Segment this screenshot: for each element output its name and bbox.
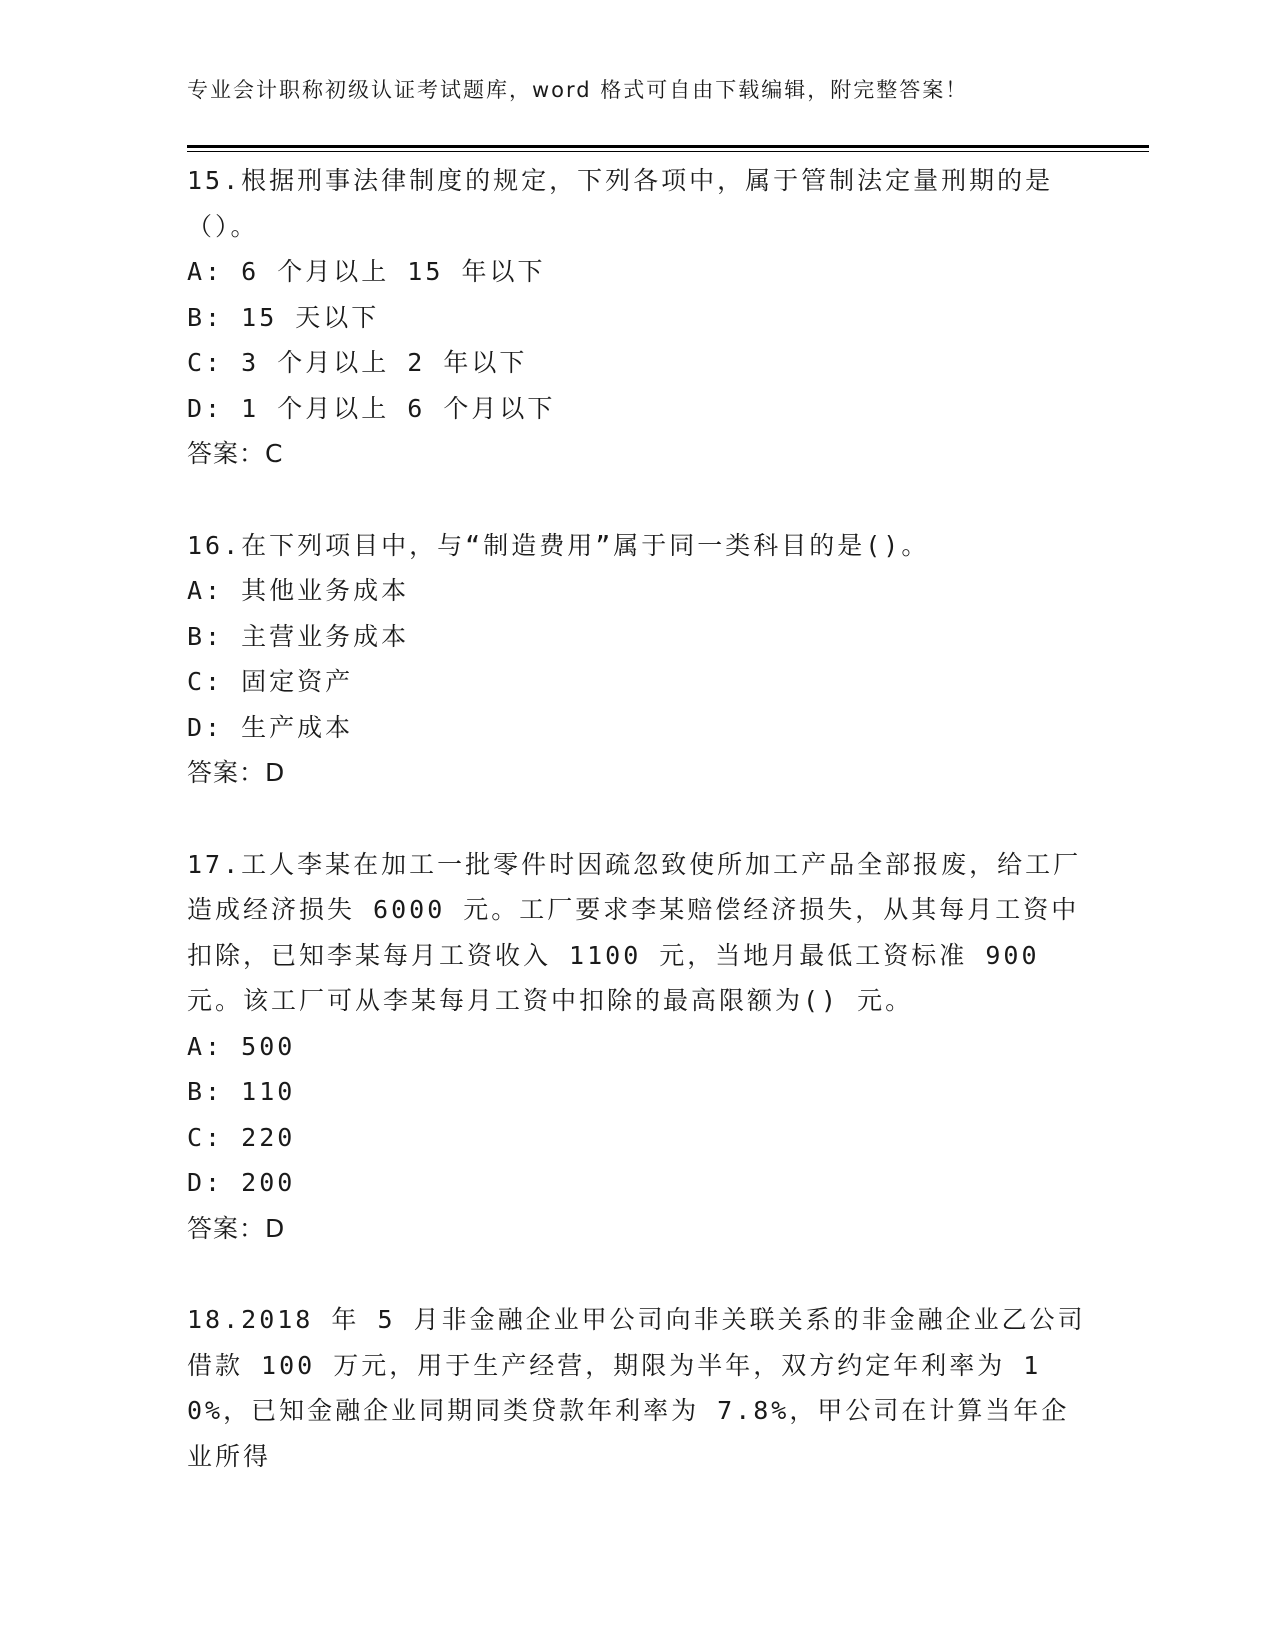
header-rule-thin bbox=[187, 151, 1149, 152]
option-c: C: 固定资产 bbox=[187, 667, 354, 696]
option-c: C: 220 bbox=[187, 1122, 296, 1152]
question-18 bbox=[187, 1297, 1087, 1479]
option-b: B: 主营业务成本 bbox=[187, 621, 410, 651]
answer-line: 答案：D bbox=[187, 1213, 286, 1243]
question-stem: 15.根据刑事法律制度的规定，下列各项中，属于管制法定量刑期的是（）。 bbox=[187, 166, 1054, 241]
answer-line: 答案：D bbox=[187, 758, 286, 787]
option-d: D: 1 个月以上 6 个月以下 bbox=[187, 393, 556, 423]
question-15 bbox=[187, 158, 1087, 477]
option-d: D: 生产成本 bbox=[187, 712, 354, 742]
question-16 bbox=[187, 523, 1087, 796]
page-header: 专业会计职称初级认证考试题库，word 格式可自由下载编辑，附完整答案！ bbox=[187, 78, 969, 102]
question-stem: 18.2018 年 5 月非金融企业甲公司向非关联关系的非金融企业乙公司借款 100 万元，用于生产经营，期限为半年，双方约定年利率为 10%，已知金融企业同期同类贷款年利率为 7.8%，甲公司在计算当年企业所得 bbox=[187, 1305, 1086, 1471]
question-17 bbox=[187, 842, 1087, 1252]
question-stem: 17.工人李某在加工一批零件时因疏忽致使所加工产品全部报废，给工厂造成经济损失 6000 元。工厂要求李某赔偿经济损失，从其每月工资中扣除，已知李某每月工资收入 1100 元，当地月最低工资标准 900 元。该工厂可从李某每月工资中扣除的最高限额为() 元。 bbox=[187, 849, 1082, 1015]
header-rule-thick bbox=[187, 145, 1149, 148]
question-list bbox=[187, 158, 1087, 1525]
option-b: B: 15 天以下 bbox=[187, 302, 380, 332]
option-b: B: 110 bbox=[187, 1077, 296, 1106]
option-c: C: 3 个月以上 2 年以下 bbox=[187, 348, 528, 377]
option-a: A: 6 个月以上 15 年以下 bbox=[187, 257, 546, 286]
option-d: D: 200 bbox=[187, 1168, 296, 1197]
answer-line: 答案：C bbox=[187, 439, 284, 468]
option-a: A: 其他业务成本 bbox=[187, 576, 410, 605]
option-a: A: 500 bbox=[187, 1031, 296, 1061]
question-stem: 16.在下列项目中，与“制造费用”属于同一类科目的是()。 bbox=[187, 530, 930, 560]
